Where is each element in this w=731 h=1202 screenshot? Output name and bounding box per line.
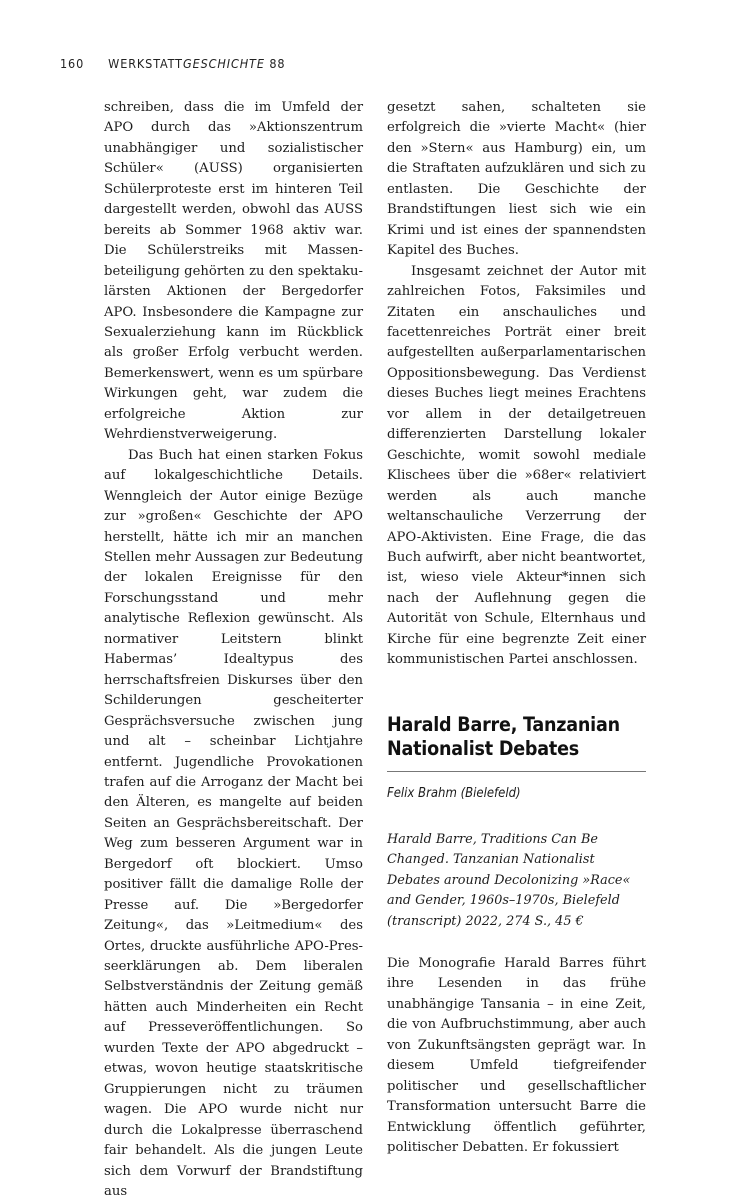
- journal-title: [108, 56, 285, 71]
- review-title: Harald Barre, Tanzanian Nationalist Debates: [387, 712, 620, 760]
- right-column: [387, 98, 646, 1158]
- paragraph: gesetzt sahen, schalteten sie erfolgreich die »vierte Macht« (hier den »Stern« aus Hamburg) ein, um die Straftaten aufzuklären und sich zu entlasten. Die Geschichte der Brandstiftungen liest sich wie ein Krimi und ist eines der spannendsten Kapitel des Buches.: [387, 100, 646, 259]
- review-author: Felix Brahm (Bielefeld): [387, 785, 521, 801]
- review-paragraph: Die Monografie Harald Barres führt ihre Lesenden in das frühe unabhängige Tansania – in eine Zeit, die von Aufbruchstimmung, aber auch von Zukunftsängsten geprägt war. In diesem Umfeld tiefgreifender politischer und gesellschaftlicher Transformation untersucht Barre die Entwicklung öffentlich geführter, politischer Debatten. Er fokussiert: [387, 955, 646, 1156]
- paragraph: Das Buch hat einen starken Fokus auf lokalgeschichtliche Details. Wenngleich der Autor einige Bezüge zur »großen« Geschichte der APO herstellt, hätte ich mir an manchen Stellen mehr Aussagen zur Bedeutung der lokalen Ereignisse für den Forschungsstand und mehr analytische Reflexion gewünscht. Als normativer Leitstern blinkt Habermas’ Idealtypus des herrschaftsfreien Diskurses über den Schilderungen gescheiterter Gesprächsversuche zwischen jung und alt – scheinbar Lichtjahre entfernt. Jugendliche Provokationen trafen auf die Arroganz der Macht bei den Älteren, es mangelte auf beiden Seiten an Gesprächsbereitschaft. Der Weg zum besseren Argument war in Bergedorf oft blockiert. Umso positiver fällt die damalige Rolle der Presse auf. Die »Bergedorfer Zeitung«, das »Leitmedium« des Ortes, druckte ausführliche APO-Presseerklärungen ab. Dem liberalen Selbstverständnis der Zeitung gemäß hätten auch Minderheiten ein Recht auf Presseveröffentlichungen. So wurden Texte der APO abgedruckt – etwas, wovon heutige staatskritische Gruppierungen nicht zu träumen wagen. Die APO wurde nicht nur durch die Lokalpresse überraschend fair behandelt. Als die jungen Leute sich dem Vorwurf der Brandstiftung aus: [104, 447, 363, 1200]
- page-number: 160: [60, 56, 85, 71]
- issue-number: 88: [264, 56, 286, 71]
- running-header: [60, 56, 285, 71]
- paragraph: schreiben, dass die im Umfeld der APO durch das »Aktionszentrum unabhängiger und sozialistischer Schüler« (AUSS) organisierten Schülerproteste erst im hinteren Teil dargestellt werden, obwohl das AUSS bereits ab Sommer 1968 aktiv war. Die Schülerstreiks mit Massenbeteiligung gehörten zu den spektakulärsten Aktionen der Bergedorfer APO. Insbesondere die Kampagne zur Sexualerziehung kann im Rückblick als großer Erfolg verbucht werden. Bemerkenswert, wenn es um spürbare Wirkungen geht, war zudem die erfolgreiche Aktion zur Wehrdienstverweigerung.: [104, 100, 363, 443]
- journal-title-italic: GESCHICHTE: [182, 56, 265, 71]
- paragraph: Insgesamt zeichnet der Autor mit zahlreichen Fotos, Faksimiles und Zitaten ein anschauliches und facettenreiches Porträt einer breit aufgestellten außerparlamentarischen Oppositionsbewegung. Das Verdienst dieses Buches liegt meines Erachtens vor allem in der detailgetreuen differenzierten Darstellung lokaler Geschichte, womit sowohl mediale Klischees über die »68er« relativiert werden als auch manche weltanschauliche Verzerrung der APO-Aktivisten. Eine Frage, die das Buch aufwirft, aber nicht beantwortet, ist, wieso viele Akteur*innen sich nach der Auflehnung gegen die Autorität von Schule, Elternhaus und Kirche für eine begrenzte Zeit einer kommunistischen Partei anschlossen.: [387, 263, 646, 668]
- title-divider: [387, 771, 646, 772]
- journal-title-prefix: WERKSTATT: [108, 56, 183, 71]
- left-column: [104, 98, 363, 1202]
- book-citation: Harald Barre, Traditions Can Be Changed. Tanzanian Nationalist Debates around Decolonizing »Race« and Gender, 1960s–1970s, Bielefeld (transcript) 2022, 274 S., 45 €: [387, 831, 631, 929]
